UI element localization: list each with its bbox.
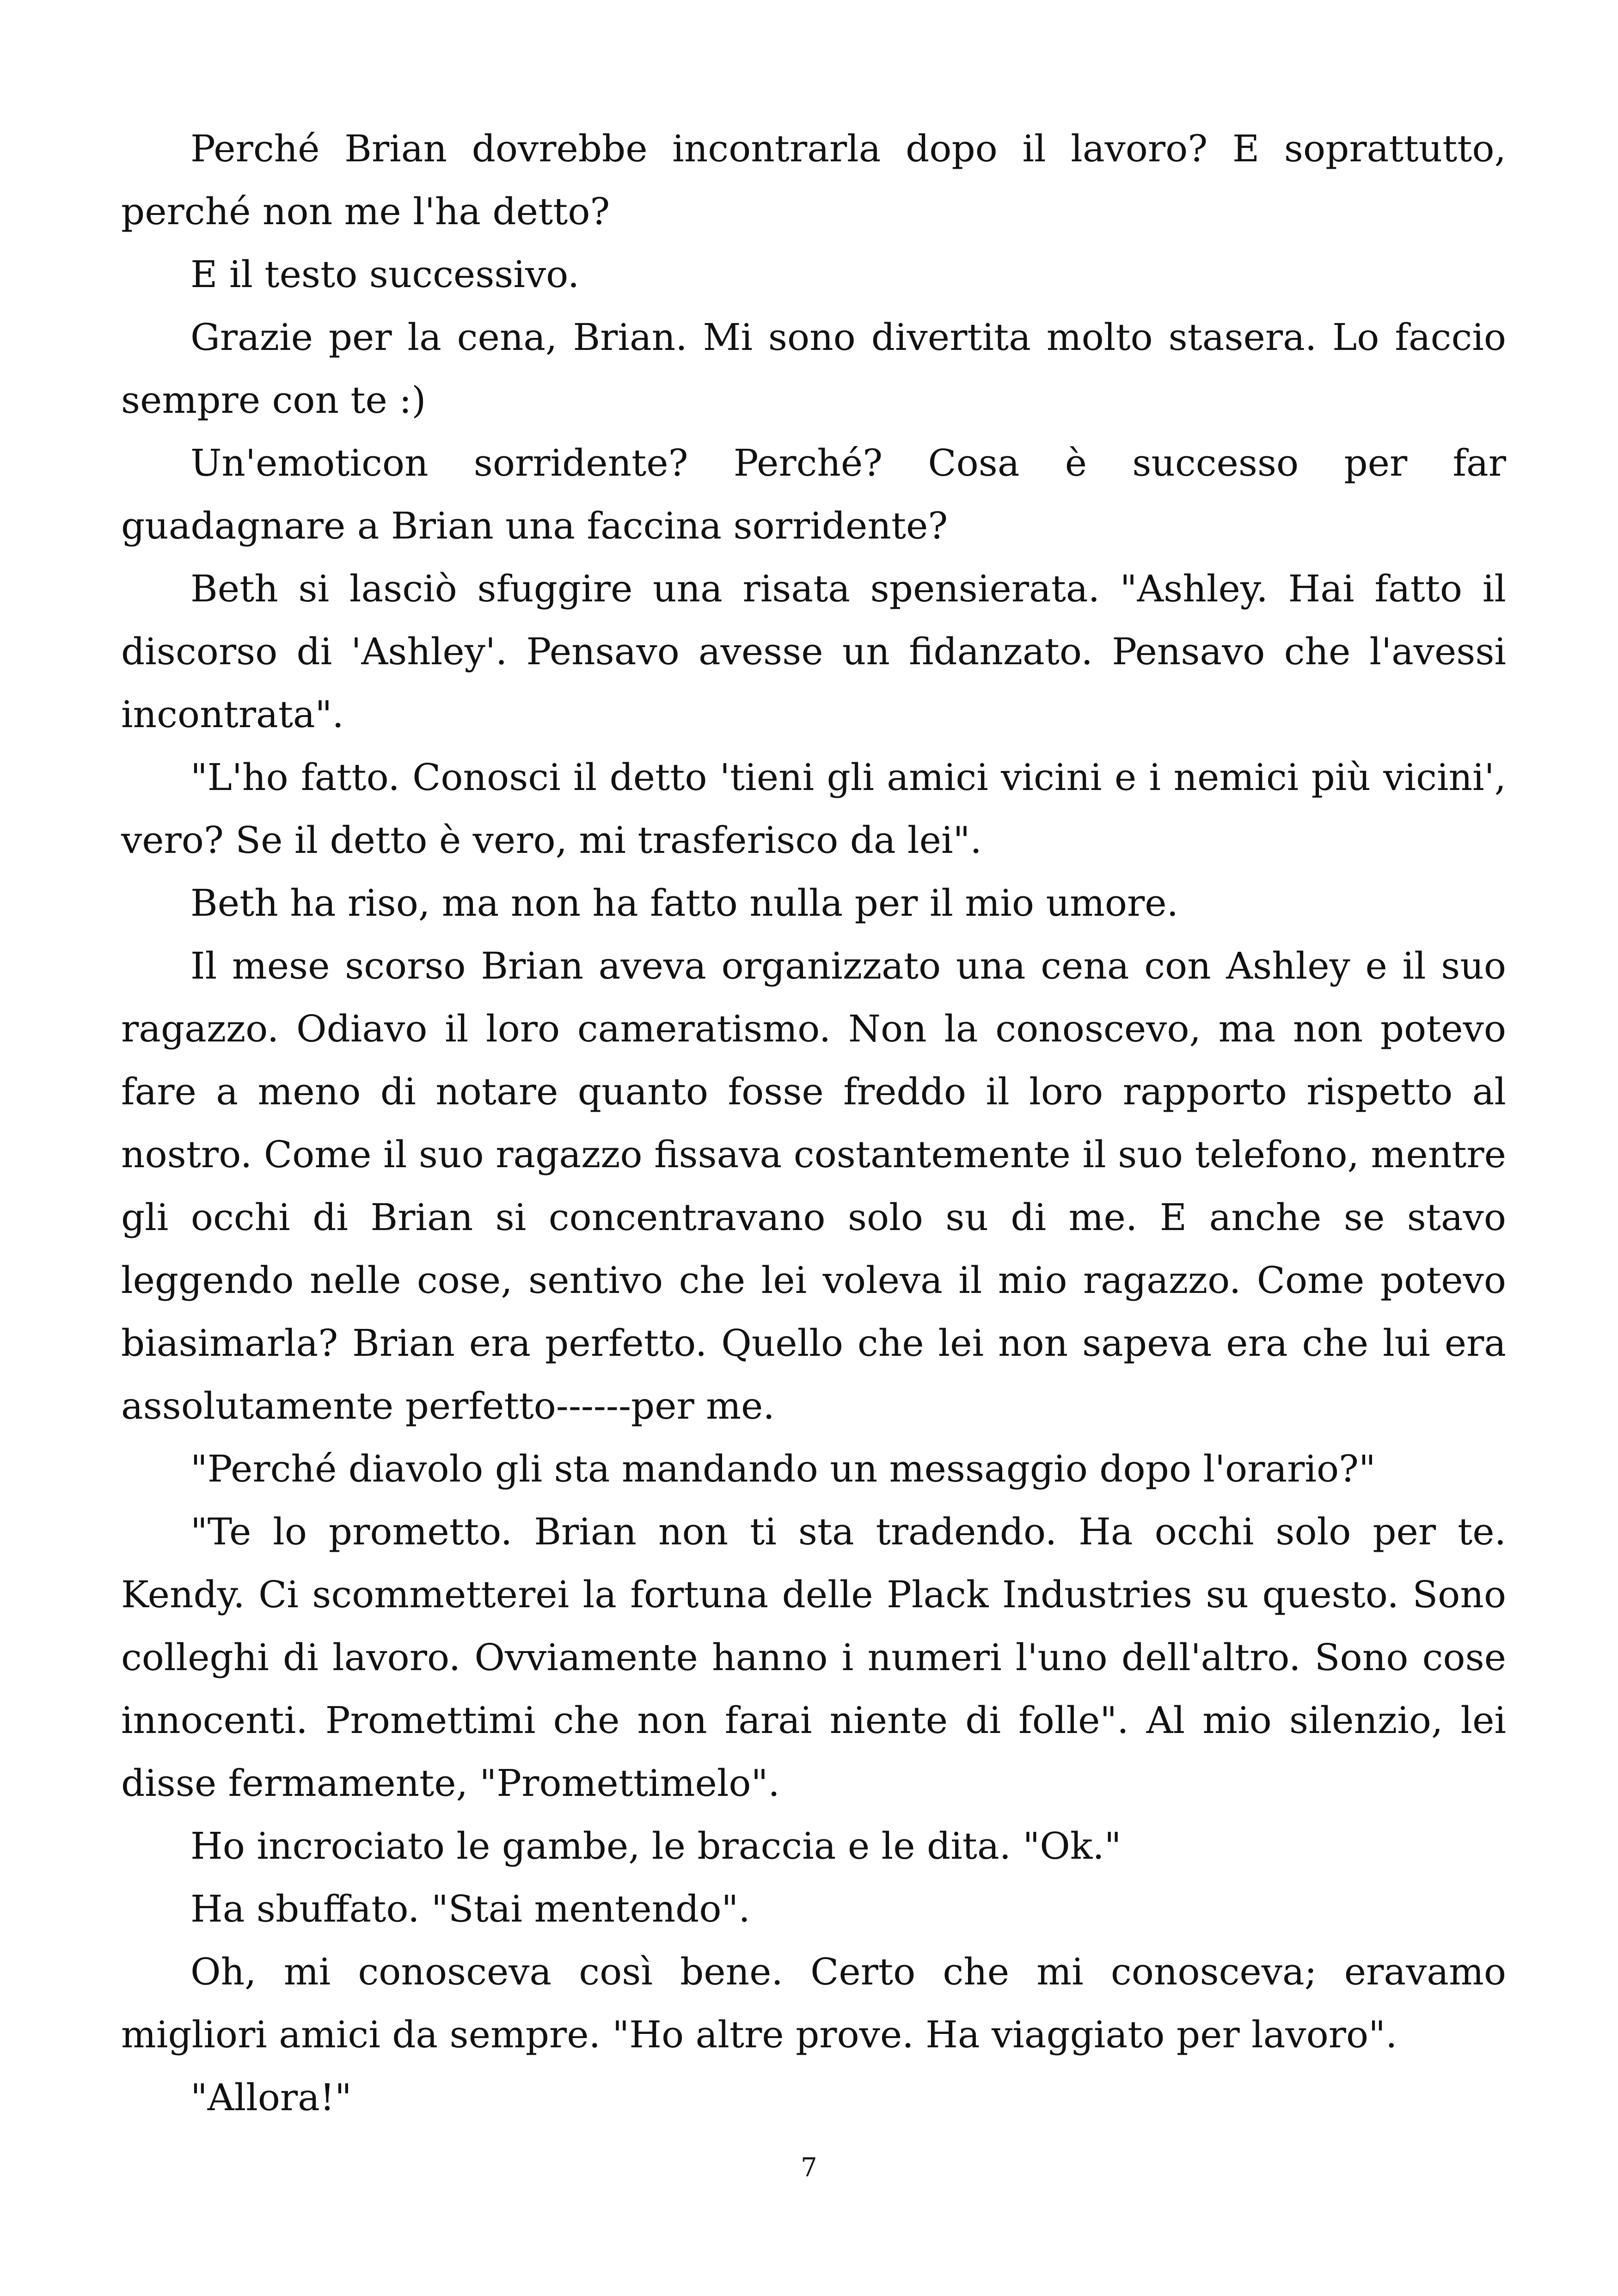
paragraph: Perché Brian dovrebbe incontrarla dopo il lavoro? E soprattutto, perché non me l'ha detto? [121, 127, 1506, 233]
paragraph: Il mese scorso Brian aveva organizzato una cena con Ashley e il suo ragazzo. Odiavo il loro cameratismo. Non la conoscevo, ma non potevo fare a meno di notare quanto fosse freddo il loro rapporto rispetto al nostro. Come il suo ragazzo fissava costantemente il suo telefono, mentre gli occhi di Brian si concentravano solo su di me. E anche se stavo leggendo nelle cose, sentivo che lei voleva il mio ragazzo. Come potevo biasimarla? Brian era perfetto. Quello che lei non sapeva era che lui era assolutamente perfetto------per me. [121, 944, 1506, 1427]
paragraph: Ha sbuffato. "Stai mentendo". [190, 1887, 750, 1930]
paragraph: Ho incrociato le gambe, le braccia e le dita. "Ok." [190, 1825, 1122, 1867]
paragraph: Grazie per la cena, Brian. Mi sono divertita molto stasera. Lo faccio sempre con te :) [121, 316, 1506, 422]
paragraph: "L'ho fatto. Conosci il detto 'tieni gli amici vicini e i nemici più vicini', vero? Se il detto è vero, mi trasferisco da lei". [121, 756, 1506, 862]
body-text [121, 117, 1506, 2129]
paragraph: "Perché diavolo gli sta mandando un messaggio dopo l'orario?" [190, 1447, 1376, 1490]
page-number: 7 [801, 2153, 817, 2183]
paragraph: E il testo successivo. [190, 253, 580, 296]
paragraph: "Allora!" [190, 2076, 352, 2119]
paragraph: Beth ha riso, ma non ha fatto nulla per il mio umore. [190, 882, 1179, 925]
paragraph: Beth si lasciò sfuggire una risata spensierata. "Ashley. Hai fatto il discorso di 'Ashley'. Pensavo avesse un fidanzato. Pensavo che l'avessi incontrata". [121, 567, 1506, 736]
paragraph: Oh, mi conosceva così bene. Certo che mi conosceva; eravamo migliori amici da sempre. "Ho altre prove. Ha viaggiato per lavoro". [121, 1950, 1506, 2056]
paragraph: "Te lo prometto. Brian non ti sta tradendo. Ha occhi solo per te. Kendy. Ci scommetterei la fortuna delle Plack Industries su questo. Sono colleghi di lavoro. Ovviamente hanno i numeri l'uno dell'altro. Sono cose innocenti. Promettimi che non farai niente di folle". Al mio silenzio, lei disse fermamente, "Promettimelo". [121, 1510, 1506, 1805]
paragraph: Un'emoticon sorridente? Perché? Cosa è successo per far guadagnare a Brian una faccina sorridente? [121, 441, 1506, 547]
